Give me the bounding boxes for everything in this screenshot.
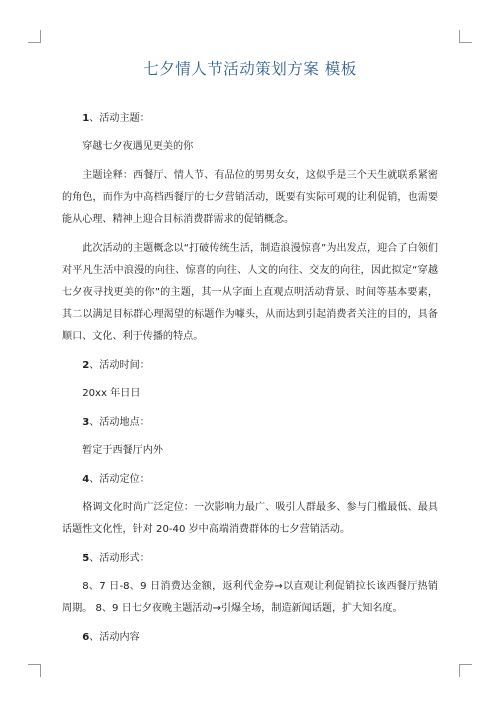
section-heading-3 [62,412,438,434]
section-number: 3 [82,417,90,428]
form-paragraph: 8、7 日-8、9 日消费达金额，返利代金券→以直观让利促销拉长该西餐厅热销周期。 8、9 日七夕夜晚主题活动→引爆全场，制造新闻话题，扩大知名度。 [62,581,438,614]
place-value: 暂定于西餐厅内外 [82,445,163,456]
section-number: 2 [82,360,90,371]
theme-description: 主题诠释：西餐厅、情人节、有品位的男男女女，这似乎是三个天生就联系紧密的角色，而作为中高档西餐厅的七夕营销活动，既要有实际可观的让利促销，也需要能从心理、精神上迎合目标消费群需求的促销概念。 [62,170,438,225]
crop-mark-bottom-left [28,664,41,677]
section-number: 1 [82,113,90,124]
crop-mark-top-right [459,30,472,43]
document-title: 七夕情人节活动策划方案 模板 [143,60,357,78]
section-number: 6 [82,632,90,643]
crop-mark-bottom-right [459,664,472,677]
time-value: 20xx 年日日 [82,388,141,399]
section-heading-2 [62,355,438,377]
section-heading-text: 、活动主题： [89,113,150,124]
document-page [62,58,438,655]
section-heading-text: 、活动时间： [89,360,150,371]
section-heading-text: 、活动定位： [89,474,150,485]
section-heading-1 [62,108,438,130]
section-number: 4 [82,474,90,485]
section-heading-5 [62,548,438,570]
concept-paragraph: 此次活动的主题概念以“打破传统生活，制造浪漫惊喜”为出发点，迎合了白领们对平凡生活中浪漫的向往、惊喜的向往、人文的向往、交友的向往，因此拟定“穿越七夕夜寻找更美的你”的主题，其一从字面上直观点明活动背景、时间等基本要素，其二以满足目标群心理渴望的标题作为噱头，从而达到引起消费者关注的目的，具备顺口、文化、利于传播的特点。 [62,243,438,342]
theme-line: 穿越七夕夜遇见更美的你 [82,141,194,152]
section-heading-4 [62,469,438,491]
crop-mark-top-left [28,30,41,43]
section-heading-text: 、活动形式： [89,553,150,564]
section-heading-6 [62,627,438,649]
positioning-paragraph: 格调文化时尚广泛定位：一次影响力最广、吸引人群最多、参与门槛最低、最具话题性文化性，针对 20-40 岁中高端消费群体的七夕营销活动。 [62,502,438,535]
section-heading-text: 、活动内容 [89,632,140,643]
section-number: 5 [82,553,90,564]
section-heading-text: 、活动地点： [89,417,150,428]
